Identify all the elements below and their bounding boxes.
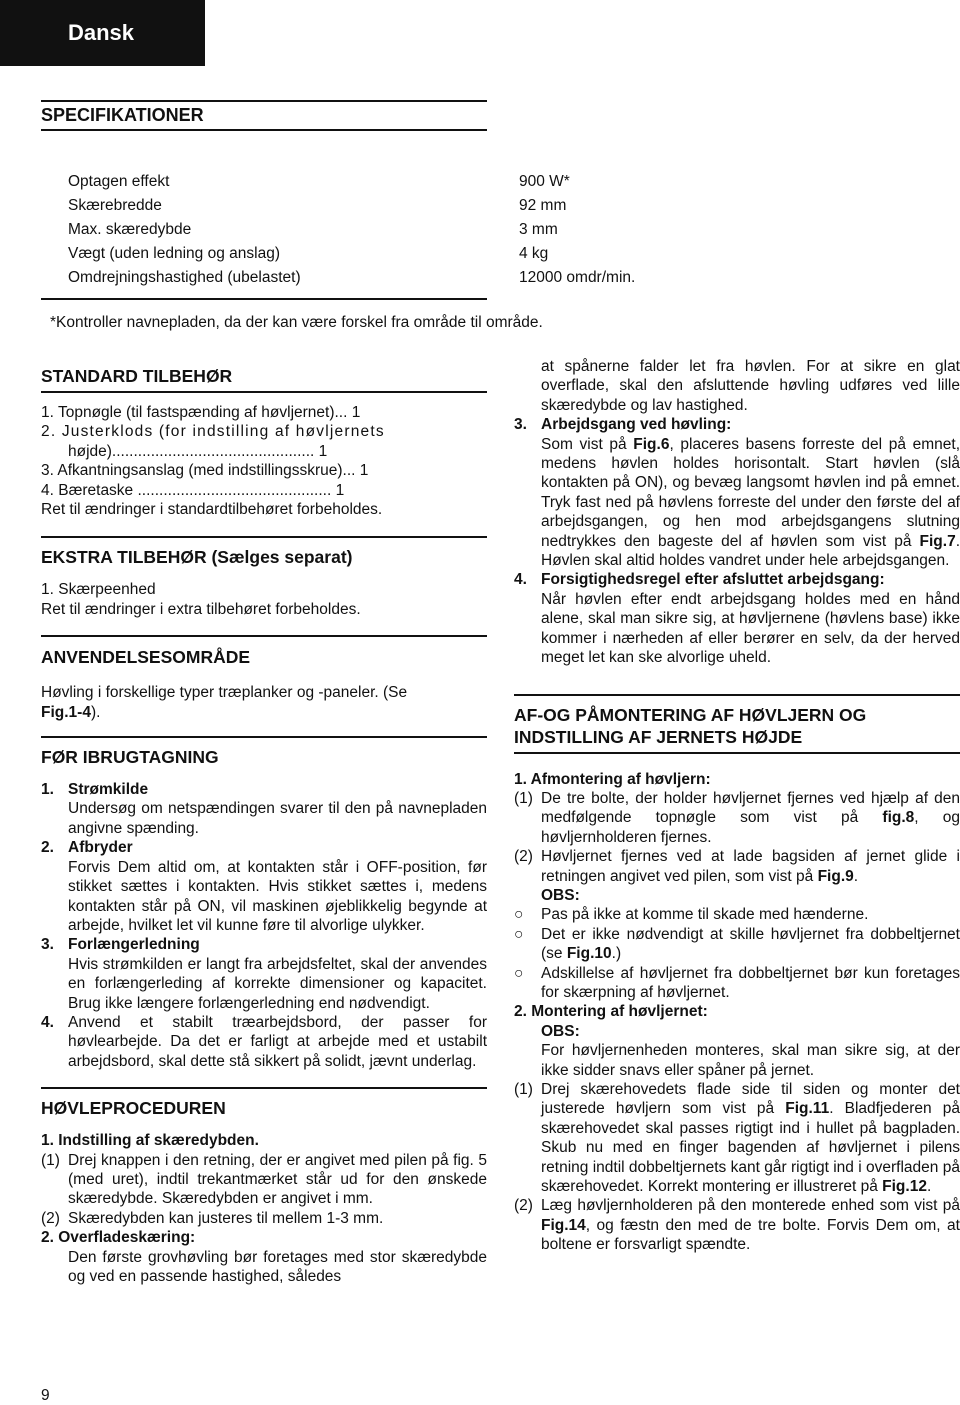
before-item: 3. Forlængerledning Hvis strømkilden er langt fra arbejdsfeltet, skal der anvendes en forlængerleding af korrekte dimensioner og kapacitet. Brug ikke længere forlængerledning end nødvendigt. <box>41 936 487 1012</box>
obs-text: For høvljernenheden monteres, skal man sikre sig, at der ikke sidder snavs eller spåner på jernet. <box>541 1042 960 1079</box>
section-rule <box>41 536 487 538</box>
fig-ref: Fig.7 <box>919 532 956 550</box>
circle-bullet-icon: ○ <box>514 925 524 943</box>
spec-value: 900 W* <box>519 173 570 190</box>
spec-row <box>41 170 570 194</box>
standard-title: STANDARD TILBEHØR <box>41 366 233 386</box>
before-item: 2. Afbryder Forvis Dem altid om, at kontakten står i OFF-position, før stikket sættes i kontakten. Hvis stikket sættes i, medens kontakten står på ON, vil maskinen øjeblikkelig begynde at arbejde, hvilket let vil kunne føre til alvorlige ulykker. <box>41 839 487 934</box>
spec-table-bottom-rule <box>41 298 487 300</box>
before-item: 4. Anvend et stabilt træarbejdsbord, der passer for høvlearbejde. Da det er farligt at arbejde med et ustabilt arbejdsbord, skal dette stå sikkert på solidt, jævnt underlag. <box>41 1013 487 1070</box>
standard-item: højde)............................................... 1 <box>68 442 328 460</box>
procedure-step-head: Forsigtighedsregel efter afsluttet arbejdsgang: <box>541 571 885 589</box>
extra-title: EKSTRA TILBEHØR (Sælges separat) <box>41 547 353 568</box>
right-column <box>514 357 960 1255</box>
usage-title: ANVENDELSESOMRÅDE <box>41 647 251 668</box>
procedure-title: HØVLEPROCEDUREN <box>41 1098 226 1119</box>
spec-row <box>41 218 558 242</box>
before-title: FØR IBRUGTAGNING <box>41 747 219 768</box>
section-rule <box>41 736 487 738</box>
fig-ref: fig.8 <box>882 809 915 827</box>
spec-value: 3 mm <box>519 221 558 238</box>
spec-top-rule <box>41 100 487 102</box>
fig-ref: Fig.12 <box>882 1178 927 1196</box>
obs-label: OBS: <box>541 1022 580 1040</box>
standard-item: 2. Justerklods (for indstilling af høvljernets <box>41 423 385 441</box>
mounting-title: AF-OG PÅMONTERING AF HØVLJERN OG INDSTILLING AF JERNETS HØJDE <box>514 704 867 747</box>
spec-table <box>41 170 636 298</box>
section-rule <box>514 694 960 696</box>
procedure-step-text: Den første grovhøvling bør foretages med stor skæredybde og ved en passende hastighed, således <box>68 1248 487 1285</box>
fig-ref: Fig.14 <box>541 1216 586 1234</box>
fig-ref: Fig.6 <box>633 435 670 453</box>
spec-value: 92 mm <box>519 197 567 214</box>
obs-bullet: ○ Det er ikke nødvendigt at skille høvljernet fra dobbeltjernet (se Fig.10.) <box>514 925 960 963</box>
mounting-step-head: 1. Afmontering af høvljern: <box>514 770 711 788</box>
fig-ref: Fig.10 <box>566 945 612 963</box>
mounting-step-head: 2. Montering af høvljernet: <box>514 1003 708 1021</box>
obs-label: OBS: <box>541 886 580 904</box>
spec-label: Omdrejningshastighed (ubelastet) <box>68 269 301 286</box>
spec-note: *Kontroller navnepladen, da der kan være forskel fra område til område. <box>50 314 543 331</box>
obs-bullet: ○ Pas på ikke at komme til skade med hænderne. <box>514 906 869 924</box>
before-item-head: Strømkilde <box>68 781 149 799</box>
standard-item: 3. Afkantningsanslag (med indstillingsskrue)... 1 <box>41 462 369 480</box>
section-rule <box>514 752 960 754</box>
procedure-step: 3. Arbejdsgang ved høvling: Som vist på Fig.6, placeres basens forreste del på emnet, medens høvlen holdes horisontalt. Start høvlen (slå kontakten på ON), og bevæg langsomt høvlen ind på emnet. Tryk fast ned på høvlens forreste del under den første del af arbejdsgangen, og hen mod arbejdsgangens slutning nedtrykkes den bageste del af høvlen som vist på Fig.7. Høvlen skal altid holdes vandret under hele arbejdsgangen. <box>514 416 960 570</box>
section-rule <box>41 1087 487 1089</box>
spec-label: Optagen effekt <box>68 173 170 190</box>
procedure-substep: (1) Drej knappen i den retning, der er angivet med pilen på fig. 5 (med uret), indtil trekantmærket står ud for den ønskede skæredybde. Skæredybden er angivet i mm. <box>41 1151 487 1208</box>
extra-item: 1. Skærpeenhed <box>41 581 156 599</box>
obs-bullet: ○ Adskillelse af høvljernet fra dobbeltjernet bør kun foretages for skærpning af høvljernet. <box>514 964 960 1001</box>
circle-bullet-icon: ○ <box>514 964 524 982</box>
section-rule <box>41 635 487 637</box>
spec-row <box>41 266 636 290</box>
extra-note: Ret til ændringer i extra tilbehøret forbeholdes. <box>41 600 361 618</box>
fig-ref: Fig.9 <box>817 867 854 885</box>
before-item: 1. Strømkilde Undersøg om netspændingen svarer til den på navnepladen angivne spænding. <box>41 781 487 837</box>
mounting-substep: (1) Drej skærehovedets flade side til siden og monter det justerede høvljern som vist på Fig.11. Bladfjederen på skærehovedet skal passes rigtigt ind i hullet på bagpladen. Skub nu med en finger bagenden af høvljernet i pilens retning indtil dobbeltjernets kant går rigtigt ind i overfladen på skærehovedet. Korrekt montering er illustreret på Fig.12. <box>514 1081 960 1196</box>
fig-ref: Fig.11 <box>785 1100 830 1118</box>
mounting-substep: (2) Læg høvljernholderen på den monterede enhed som vist på Fig.14, og fæstn den med de tre bolte. Forvis Dem om, at boltene er forsvarligt spændte. <box>514 1197 960 1254</box>
procedure-step-head: 1. Indstilling af skæredybden. <box>41 1132 259 1150</box>
procedure-step-head: Arbejdsgang ved høvling: <box>541 416 732 434</box>
before-item-head: Forlængerledning <box>68 936 200 954</box>
circle-bullet-icon: ○ <box>514 906 524 924</box>
procedure-substep: (2) Skæredybden kan justeres til mellem 1-3 mm. <box>41 1209 384 1227</box>
standard-item: 4. Bæretaske ............................................. 1 <box>41 481 345 499</box>
before-item-head: Afbryder <box>68 839 133 857</box>
usage-fig-ref: Fig.1-4 <box>41 703 91 721</box>
mounting-substep: (2) Høvljernet fjernes ved at lade bagsiden af jernet glide i retningen angivet ved pilen, som vist på Fig.9. OBS: <box>514 848 960 904</box>
spec-value: 4 kg <box>519 245 549 262</box>
spec-label: Skærebredde <box>68 197 162 214</box>
spec-label: Vægt (uden ledning og anslag) <box>68 245 280 262</box>
left-column <box>41 365 487 1286</box>
page-number: 9 <box>41 1387 50 1404</box>
standard-note: Ret til ændringer i standardtilbehøret forbeholdes. <box>41 501 383 519</box>
procedure-step: 4. Forsigtighedsregel efter afsluttet arbejdsgang: Når høvlen efter endt arbejdsgang holdes med en hånd alene, skal man sikre sig, at høvljernene (høvlens base) ikke kommer i nærheden af eller berører en selv, da der herved meget let kan ske alvorlige uheld. <box>514 571 960 667</box>
usage-text: Høvling i forskellige typer træplanker og -paneler. (Se Fig.1-4). <box>41 684 408 721</box>
language-tab: Dansk <box>0 0 205 66</box>
procedure-step-text: at spånerne falder let fra høvlen. For at sikre en glat overflade, skal den afsluttende høvling udføres ved lille skæredybde og lav hastighed. <box>541 358 960 414</box>
spec-row <box>41 242 549 266</box>
spec-row <box>41 194 567 218</box>
spec-value: 12000 omdr/min. <box>519 269 636 286</box>
standard-item: 1. Topnøgle (til fastspænding af høvljernet)... 1 <box>41 404 361 421</box>
procedure-step-head: 2. Overfladeskæring: <box>41 1229 196 1247</box>
spec-title: SPECIFIKATIONER <box>41 105 204 125</box>
section-rule <box>41 391 487 393</box>
mounting-substep: (1) De tre bolte, der holder høvljernet fjernes ved hjælp af den medfølgende topnøgle som vist på fig.8, og høvljernholderen fjernes. <box>514 789 960 846</box>
spec-label: Max. skæredybde <box>68 221 192 238</box>
spec-bottom-rule <box>41 129 487 131</box>
